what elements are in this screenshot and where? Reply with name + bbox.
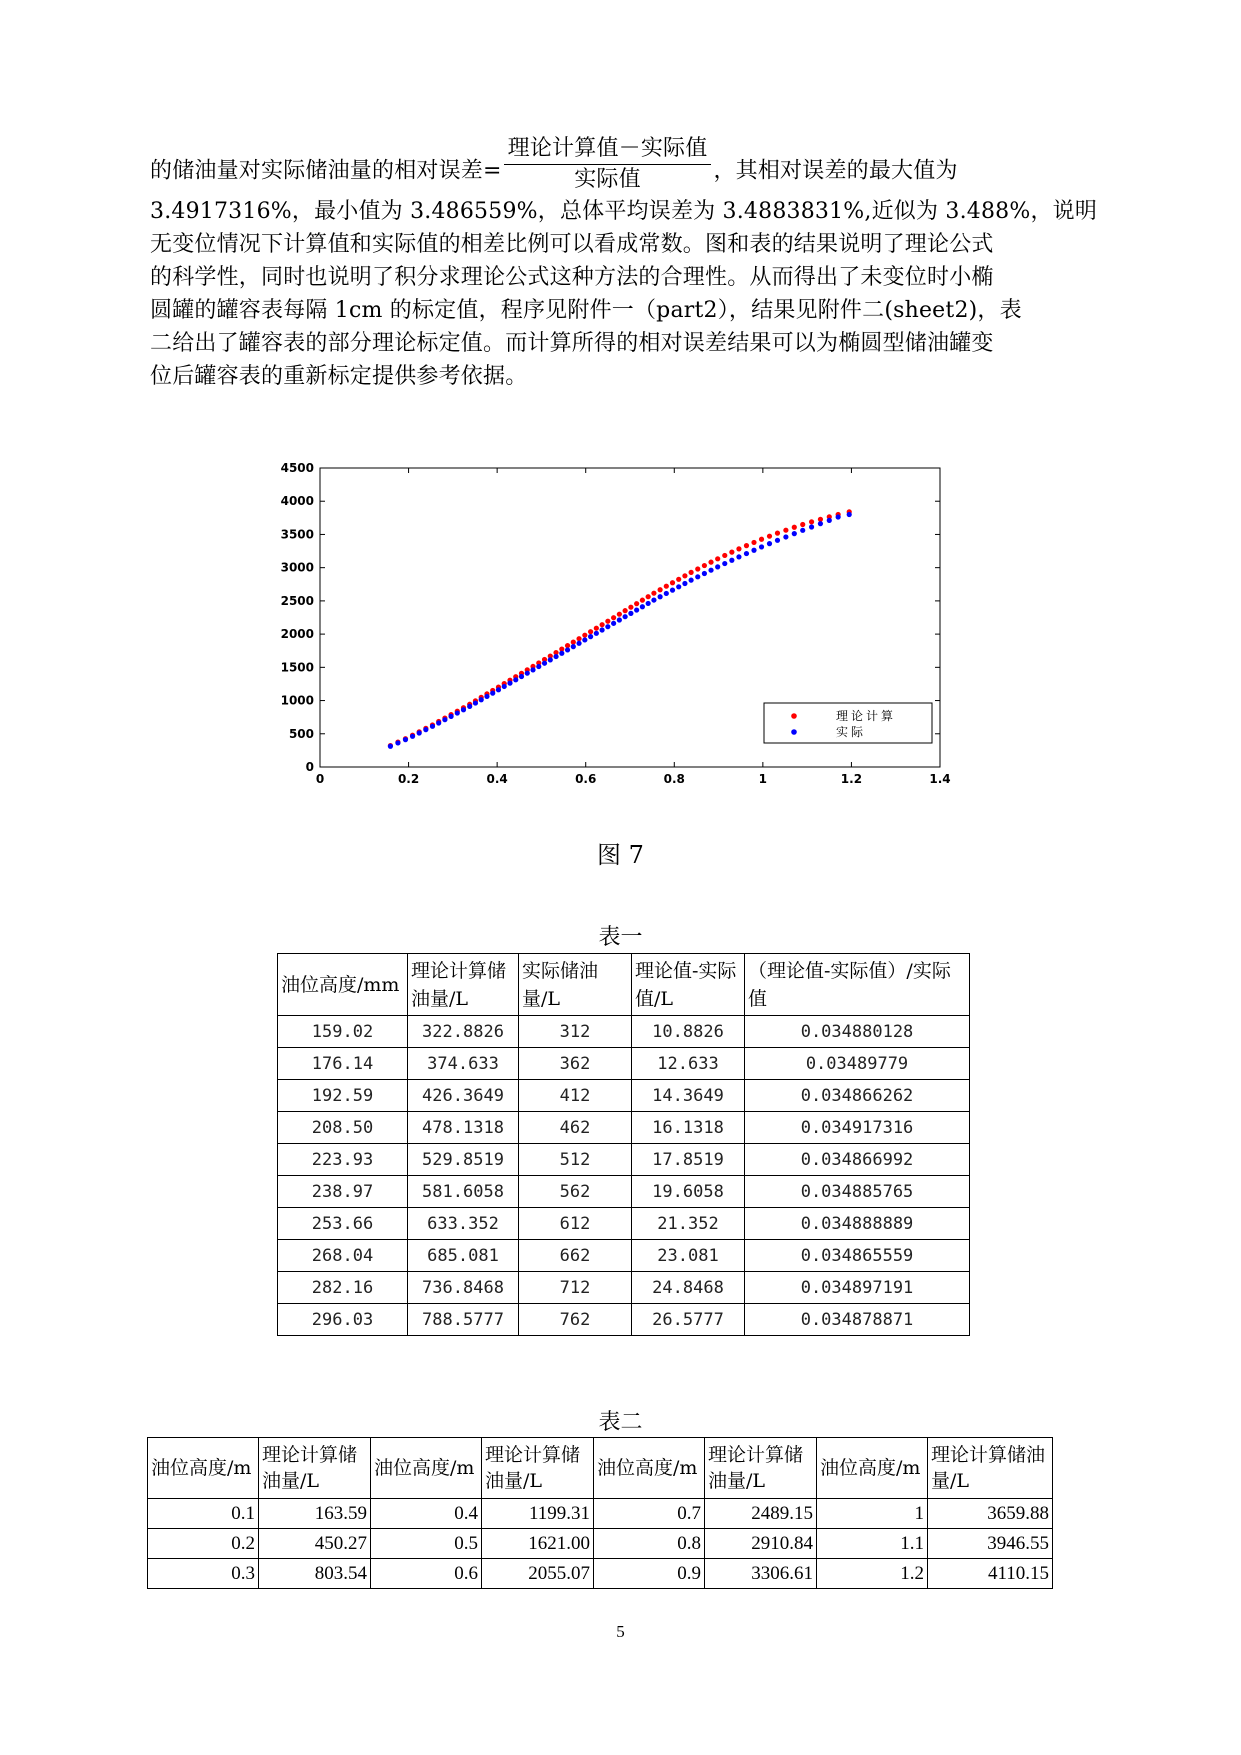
table1-cell: 581.6058: [408, 1176, 519, 1208]
table1-cell: 0.034866992: [745, 1144, 970, 1176]
data-point-actual: [722, 561, 727, 566]
data-point-actual: [695, 574, 700, 579]
data-point-actual: [818, 521, 823, 526]
table2-cell: 803.54: [259, 1559, 371, 1589]
x-tick-label: 0.8: [663, 772, 685, 786]
table1-row: [278, 1208, 970, 1240]
table1-header-cell: 实际储油量/L: [519, 954, 632, 1016]
data-point-actual: [496, 687, 501, 692]
table1-cell: 208.50: [278, 1112, 408, 1144]
y-tick-label: 4500: [280, 462, 314, 475]
table1-cell: 0.034917316: [745, 1112, 970, 1144]
data-point-actual: [467, 704, 472, 709]
table1-cell: 374.633: [408, 1048, 519, 1080]
table1-cell: 562: [519, 1176, 632, 1208]
data-point-theory: [722, 553, 727, 558]
table1-title: 表一: [598, 925, 643, 950]
table1-row: [278, 1016, 970, 1048]
data-point-theory: [588, 629, 593, 634]
paragraph-line-3: 无变位情况下计算值和实际值的相差比例可以看成常数。图和表的结果说明了理论公式: [150, 232, 994, 257]
x-tick-label: 1: [758, 772, 768, 786]
data-point-actual: [395, 740, 400, 745]
paragraph-line-2: 3.4917316%，最小值为 3.486559%，总体平均误差为 3.4883831%,近似为 3.488%，说明: [150, 199, 1098, 224]
table2-cell: 2055.07: [482, 1559, 594, 1589]
y-tick-label: 2000: [280, 627, 314, 642]
table1-cell: 0.034865559: [745, 1240, 970, 1272]
data-point-actual: [513, 677, 518, 682]
table2: [147, 1437, 1053, 1589]
legend-label: 理论计算: [836, 709, 897, 723]
data-point-actual: [676, 584, 681, 589]
table2-cell: 0.3: [148, 1559, 259, 1589]
data-point-theory: [594, 626, 599, 631]
table1-cell: 512: [519, 1144, 632, 1176]
y-tick-label: 1000: [280, 693, 314, 708]
table2-cell: 0.6: [371, 1559, 482, 1589]
data-point-theory: [809, 519, 814, 524]
table2-cell: 0.8: [594, 1529, 705, 1559]
data-point-actual: [388, 744, 393, 749]
x-tick-label: 0: [315, 772, 325, 786]
paragraph-line-5: 圆罐的罐容表每隔 1cm 的标定值，程序见附件一（part2），结果见附件二(sheet2)，表: [150, 298, 1022, 323]
y-tick-label: 3500: [280, 527, 314, 542]
table1-header-cell: 油位高度/mm: [278, 954, 408, 1016]
data-point-theory: [759, 537, 764, 542]
table1-row: [278, 1304, 970, 1336]
table2-header-cell: 油位高度/m: [148, 1438, 259, 1499]
data-point-actual: [490, 691, 495, 696]
data-point-actual: [623, 614, 628, 619]
table2-title: 表二: [598, 1410, 643, 1435]
data-point-theory: [634, 601, 639, 606]
data-point-theory: [600, 622, 605, 627]
data-point-actual: [484, 694, 489, 699]
table1-cell: 322.8826: [408, 1016, 519, 1048]
data-point-actual: [582, 637, 587, 642]
data-point-actual: [689, 578, 694, 583]
table2-cell: 163.59: [259, 1499, 371, 1529]
legend-label: 实际: [836, 725, 867, 739]
table1-cell: 0.03489779: [745, 1048, 970, 1080]
data-point-actual: [702, 571, 707, 576]
data-point-theory: [664, 584, 669, 589]
data-point-theory: [775, 531, 780, 536]
table2-header-cell: 理论计算储油量/L: [705, 1438, 817, 1499]
data-point-actual: [605, 624, 610, 629]
data-point-theory: [792, 525, 797, 530]
data-point-actual: [442, 717, 447, 722]
data-point-theory: [736, 546, 741, 551]
data-point-theory: [605, 619, 610, 624]
table1-header-cell: 理论计算储油量/L: [408, 954, 519, 1016]
y-tick-label: 0: [305, 760, 314, 774]
y-tick-label: 2500: [280, 593, 314, 608]
table1-cell: 23.081: [632, 1240, 745, 1272]
data-point-actual: [827, 518, 832, 523]
data-point-actual: [525, 671, 530, 676]
data-point-actual: [836, 514, 841, 519]
data-point-actual: [588, 634, 593, 639]
table2-cell: 1.1: [817, 1529, 928, 1559]
table2-cell: 3306.61: [705, 1559, 817, 1589]
table2-cell: 4110.15: [928, 1559, 1053, 1589]
table1-cell: 14.3649: [632, 1080, 745, 1112]
data-point-actual: [744, 551, 749, 556]
data-point-actual: [530, 667, 535, 672]
data-point-actual: [542, 661, 547, 666]
data-point-actual: [461, 707, 466, 712]
data-point-theory: [800, 522, 805, 527]
fraction-denominator: 实际值: [574, 167, 641, 192]
table1-header-cell: 理论值-实际值/L: [632, 954, 745, 1016]
table1-row: [278, 1080, 970, 1112]
table1-cell: 0.034897191: [745, 1272, 970, 1304]
table1-row: [278, 1272, 970, 1304]
data-point-theory: [582, 633, 587, 638]
fraction-numerator: 理论计算值－实际值: [504, 134, 712, 165]
data-point-theory: [658, 587, 663, 592]
data-point-theory: [767, 534, 772, 539]
table2-row: [148, 1529, 1053, 1559]
data-point-actual: [759, 544, 764, 549]
legend-marker: [791, 713, 797, 719]
table2-cell: 0.2: [148, 1529, 259, 1559]
line1-before-text: 的储油量对实际储油量的相对误差=: [150, 158, 502, 184]
data-point-theory: [646, 594, 651, 599]
table1-cell: 633.352: [408, 1208, 519, 1240]
body-paragraph: [150, 136, 1100, 393]
line1-after-text: ，其相对误差的最大值为: [713, 158, 958, 184]
data-point-theory: [702, 563, 707, 568]
data-point-actual: [576, 641, 581, 646]
table1: [277, 953, 970, 1336]
table1-cell: 662: [519, 1240, 632, 1272]
paragraph-line-1: [150, 136, 1100, 195]
table2-cell: 3659.88: [928, 1499, 1053, 1529]
table2-header-cell: 油位高度/m: [817, 1438, 928, 1499]
table2-row: [148, 1499, 1053, 1529]
data-point-actual: [423, 727, 428, 732]
table2-cell: 1199.31: [482, 1499, 594, 1529]
table1-cell: 16.1318: [632, 1112, 745, 1144]
data-point-actual: [594, 631, 599, 636]
data-point-theory: [729, 550, 734, 555]
x-tick-label: 1.2: [840, 772, 863, 786]
data-point-actual: [553, 654, 558, 659]
table1-row: [278, 1240, 970, 1272]
table1-cell: 0.034885765: [745, 1176, 970, 1208]
table1-cell: 176.14: [278, 1048, 408, 1080]
table2-row: [148, 1559, 1053, 1589]
data-point-theory: [623, 608, 628, 613]
data-point-actual: [800, 528, 805, 533]
relative-error-fraction: [504, 134, 712, 195]
table2-cell: 2910.84: [705, 1529, 817, 1559]
data-point-actual: [792, 531, 797, 536]
data-point-actual: [736, 554, 741, 559]
data-point-actual: [430, 724, 435, 729]
data-point-actual: [473, 700, 478, 705]
data-point-theory: [617, 612, 622, 617]
data-point-actual: [809, 524, 814, 529]
table1-cell: 362: [519, 1048, 632, 1080]
data-point-actual: [507, 681, 512, 686]
table1-row: [278, 1048, 970, 1080]
paragraph-line-6: 二给出了罐容表的部分理论标定值。而计算所得的相对误差结果可以为椭圆型储油罐变: [150, 331, 994, 356]
data-point-theory: [611, 615, 616, 620]
table2-header-cell: 理论计算储油量/L: [259, 1438, 371, 1499]
table1-cell: 21.352: [632, 1208, 745, 1240]
data-point-theory: [670, 580, 675, 585]
paragraph-line-7: 位后罐容表的重新标定提供参考依据。: [150, 364, 528, 389]
data-point-actual: [640, 604, 645, 609]
scatter-chart: [258, 462, 978, 811]
data-point-theory: [651, 591, 656, 596]
page-number: 5: [616, 1622, 625, 1641]
data-point-actual: [617, 617, 622, 622]
table2-cell: 1.2: [817, 1559, 928, 1589]
table1-cell: 10.8826: [632, 1016, 745, 1048]
data-point-actual: [571, 644, 576, 649]
table1-cell: 462: [519, 1112, 632, 1144]
table1-cell: 268.04: [278, 1240, 408, 1272]
data-point-actual: [783, 534, 788, 539]
data-point-actual: [775, 538, 780, 543]
data-point-actual: [502, 684, 507, 689]
table2-header-cell: 油位高度/m: [594, 1438, 705, 1499]
data-point-actual: [670, 588, 675, 593]
y-tick-label: 1500: [280, 660, 314, 675]
table2-cell: 1: [817, 1499, 928, 1529]
y-tick-label: 3000: [280, 560, 314, 575]
table1-cell: 19.6058: [632, 1176, 745, 1208]
table1-cell: 159.02: [278, 1016, 408, 1048]
legend-marker: [791, 729, 797, 735]
data-point-actual: [682, 581, 687, 586]
y-tick-label: 4000: [280, 494, 314, 509]
table1-cell: 192.59: [278, 1080, 408, 1112]
table1-cell: 238.97: [278, 1176, 408, 1208]
table1-cell: 24.8468: [632, 1272, 745, 1304]
data-point-actual: [658, 594, 663, 599]
data-point-actual: [847, 512, 852, 517]
table1-row: [278, 1176, 970, 1208]
data-point-actual: [634, 607, 639, 612]
data-point-actual: [455, 710, 460, 715]
table1-header-row: [278, 954, 970, 1016]
paragraph-line-4: 的科学性，同时也说明了积分求理论公式这种方法的合理性。从而得出了未变位时小椭: [150, 265, 994, 290]
table1-row: [278, 1112, 970, 1144]
data-point-theory: [676, 577, 681, 582]
table1-cell: 412: [519, 1080, 632, 1112]
data-point-theory: [744, 543, 749, 548]
data-point-actual: [403, 737, 408, 742]
table1-cell: 478.1318: [408, 1112, 519, 1144]
table1-header-cell: （理论值-实际值）/实际值: [745, 954, 970, 1016]
x-tick-label: 0.6: [575, 772, 597, 786]
table1-cell: 0.034866262: [745, 1080, 970, 1112]
data-point-theory: [628, 605, 633, 610]
table1-cell: 223.93: [278, 1144, 408, 1176]
table1-cell: 736.8468: [408, 1272, 519, 1304]
data-point-actual: [628, 611, 633, 616]
data-point-theory: [695, 566, 700, 571]
table1-cell: 788.5777: [408, 1304, 519, 1336]
table1-cell: 0.034878871: [745, 1304, 970, 1336]
table2-cell: 0.9: [594, 1559, 705, 1589]
y-tick-label: 500: [288, 726, 314, 741]
data-point-actual: [519, 674, 524, 679]
data-point-actual: [611, 621, 616, 626]
data-point-actual: [767, 541, 772, 546]
data-point-theory: [708, 560, 713, 565]
table2-cell: 2489.15: [705, 1499, 817, 1529]
table2-header-cell: 理论计算储油量/L: [482, 1438, 594, 1499]
table2-cell: 0.1: [148, 1499, 259, 1529]
data-point-actual: [417, 730, 422, 735]
chart-svg: [258, 462, 978, 807]
figure-caption: 图 7: [597, 841, 644, 869]
table1-cell: 282.16: [278, 1272, 408, 1304]
table2-cell: 3946.55: [928, 1529, 1053, 1559]
x-tick-label: 0.4: [486, 772, 508, 786]
table1-cell: 296.03: [278, 1304, 408, 1336]
data-point-actual: [664, 591, 669, 596]
table1-cell: 312: [519, 1016, 632, 1048]
data-point-actual: [448, 714, 453, 719]
table1-cell: 529.8519: [408, 1144, 519, 1176]
data-point-theory: [715, 556, 720, 561]
data-point-theory: [576, 636, 581, 641]
table2-header-row: [148, 1438, 1053, 1499]
table1-cell: 612: [519, 1208, 632, 1240]
data-point-theory: [751, 540, 756, 545]
x-tick-label: 0.2: [397, 772, 420, 786]
data-point-theory: [640, 598, 645, 603]
data-point-theory: [571, 640, 576, 645]
data-point-actual: [646, 601, 651, 606]
data-point-actual: [715, 564, 720, 569]
table1-cell: 0.034880128: [745, 1016, 970, 1048]
table1-cell: 426.3649: [408, 1080, 519, 1112]
table1-cell: 685.081: [408, 1240, 519, 1272]
table1-cell: 712: [519, 1272, 632, 1304]
data-point-theory: [682, 573, 687, 578]
data-point-actual: [548, 657, 553, 662]
table2-header-cell: 油位高度/m: [371, 1438, 482, 1499]
data-point-actual: [565, 647, 570, 652]
data-point-actual: [436, 720, 441, 725]
table2-cell: 0.7: [594, 1499, 705, 1529]
table2-cell: 1621.00: [482, 1529, 594, 1559]
table1-cell: 17.8519: [632, 1144, 745, 1176]
data-point-actual: [729, 558, 734, 563]
data-point-actual: [536, 664, 541, 669]
data-point-theory: [783, 528, 788, 533]
table2-cell: 450.27: [259, 1529, 371, 1559]
table1-cell: 762: [519, 1304, 632, 1336]
table2-cell: 0.5: [371, 1529, 482, 1559]
data-point-actual: [410, 734, 415, 739]
data-point-actual: [479, 697, 484, 702]
table1-cell: 12.633: [632, 1048, 745, 1080]
x-tick-label: 1.4: [929, 772, 951, 786]
data-point-theory: [689, 570, 694, 575]
table1-row: [278, 1144, 970, 1176]
table2-header-cell: 理论计算储油量/L: [928, 1438, 1053, 1499]
data-point-actual: [559, 651, 564, 656]
table2-cell: 0.4: [371, 1499, 482, 1529]
table1-cell: 0.034888889: [745, 1208, 970, 1240]
data-point-actual: [600, 627, 605, 632]
table1-cell: 26.5777: [632, 1304, 745, 1336]
table1-cell: 253.66: [278, 1208, 408, 1240]
data-point-actual: [651, 597, 656, 602]
data-point-actual: [751, 548, 756, 553]
data-point-actual: [708, 568, 713, 573]
